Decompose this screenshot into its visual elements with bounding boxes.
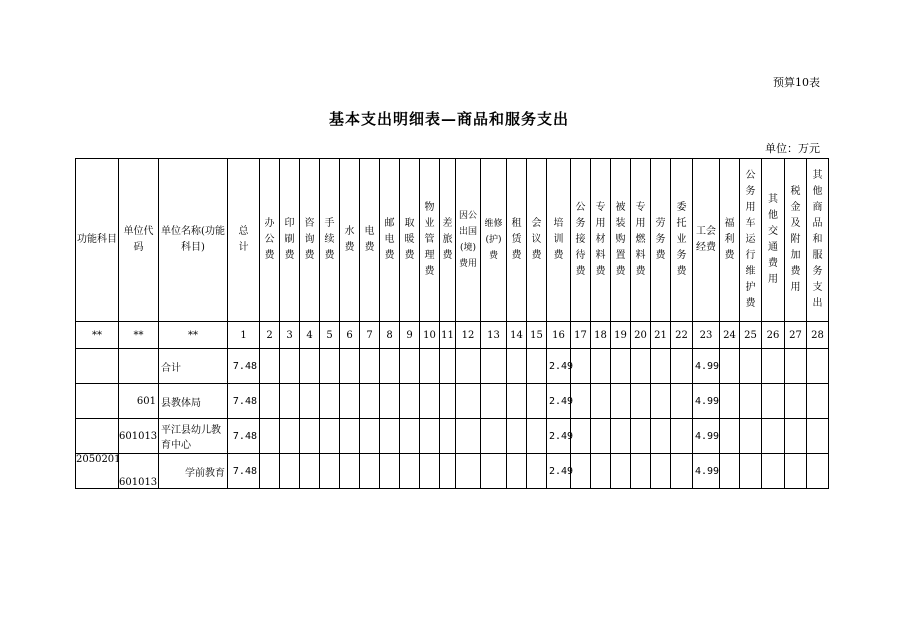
empty-cell	[527, 419, 547, 454]
empty-cell	[611, 419, 631, 454]
column-number: 11	[440, 322, 456, 349]
table-row	[76, 419, 829, 454]
empty-cell	[720, 384, 740, 419]
empty-cell	[527, 384, 547, 419]
column-number: 19	[611, 322, 631, 349]
empty-cell	[440, 384, 456, 419]
header-cell: 邮电费	[380, 159, 400, 322]
empty-cell	[591, 454, 611, 489]
column-number: 17	[571, 322, 591, 349]
empty-cell	[651, 384, 671, 419]
empty-cell	[571, 384, 591, 419]
empty-cell	[440, 454, 456, 489]
empty-cell	[651, 349, 671, 384]
header-cell: 租赁费	[507, 159, 527, 322]
empty-cell	[571, 419, 591, 454]
header-cell: 物业管理费	[420, 159, 440, 322]
unit-code-cell: 601013	[119, 419, 159, 454]
empty-cell	[762, 384, 785, 419]
header-cell: 专用燃料费	[631, 159, 651, 322]
empty-cell	[360, 349, 380, 384]
form-number: 预算10表	[773, 76, 820, 89]
unit-code-cell: 601013	[119, 454, 159, 489]
empty-cell	[740, 454, 762, 489]
empty-cell	[611, 454, 631, 489]
header-cell: 咨询费	[300, 159, 320, 322]
empty-cell	[720, 349, 740, 384]
header-cell: 培训费	[547, 159, 571, 322]
empty-cell	[591, 419, 611, 454]
header-cell: 因公出国(境)费用	[456, 159, 481, 322]
column-number: 12	[456, 322, 481, 349]
column-number: 16	[547, 322, 571, 349]
column-number: 10	[420, 322, 440, 349]
empty-cell	[320, 419, 340, 454]
union-fee-cell: 4.99	[693, 349, 720, 384]
training-fee-cell: 2.49	[547, 384, 571, 419]
empty-cell	[260, 349, 280, 384]
page-title: 基本支出明细表—商品和服务支出	[328, 110, 569, 128]
empty-cell	[320, 454, 340, 489]
empty-cell	[380, 384, 400, 419]
column-number: 4	[300, 322, 320, 349]
column-number: 21	[651, 322, 671, 349]
total-cell: 7.48	[228, 419, 260, 454]
function-code-cell: 2050201	[76, 454, 119, 489]
column-number: 18	[591, 322, 611, 349]
empty-cell	[280, 419, 300, 454]
empty-cell	[340, 349, 360, 384]
empty-cell	[400, 419, 420, 454]
unit-label: 单位：万元	[765, 142, 820, 155]
empty-cell	[571, 454, 591, 489]
column-number: **	[76, 322, 119, 349]
empty-cell	[762, 349, 785, 384]
empty-cell	[360, 384, 380, 419]
column-number-row	[76, 322, 829, 349]
column-number: 28	[807, 322, 829, 349]
empty-cell	[280, 454, 300, 489]
column-number: **	[119, 322, 159, 349]
function-code-cell	[76, 349, 119, 384]
header-cell: 维修(护)费	[481, 159, 507, 322]
column-number: **	[159, 322, 228, 349]
empty-cell	[340, 384, 360, 419]
unit-code-cell	[119, 349, 159, 384]
column-number: 26	[762, 322, 785, 349]
training-fee-cell: 2.49	[547, 349, 571, 384]
empty-cell	[740, 349, 762, 384]
empty-cell	[340, 419, 360, 454]
empty-cell	[785, 454, 807, 489]
header-row	[76, 159, 829, 322]
header-cell: 水费	[340, 159, 360, 322]
column-number: 15	[527, 322, 547, 349]
empty-cell	[807, 349, 829, 384]
header-cell: 印刷费	[280, 159, 300, 322]
column-number: 24	[720, 322, 740, 349]
training-fee-cell: 2.49	[547, 454, 571, 489]
empty-cell	[260, 384, 280, 419]
column-number: 22	[671, 322, 693, 349]
empty-cell	[456, 419, 481, 454]
column-number: 2	[260, 322, 280, 349]
empty-cell	[320, 384, 340, 419]
empty-cell	[481, 454, 507, 489]
empty-cell	[456, 349, 481, 384]
empty-cell	[400, 384, 420, 419]
empty-cell	[400, 349, 420, 384]
empty-cell	[440, 419, 456, 454]
column-number: 1	[228, 322, 260, 349]
header-cell: 劳务费	[651, 159, 671, 322]
column-number: 6	[340, 322, 360, 349]
empty-cell	[320, 349, 340, 384]
column-number: 13	[481, 322, 507, 349]
empty-cell	[671, 454, 693, 489]
column-number: 3	[280, 322, 300, 349]
empty-cell	[481, 384, 507, 419]
header-cell: 税金及附加费用	[785, 159, 807, 322]
empty-cell	[671, 384, 693, 419]
empty-cell	[591, 384, 611, 419]
header-cell: 功能科目	[76, 159, 119, 322]
empty-cell	[740, 419, 762, 454]
header-cell: 公务用车运行维护费	[740, 159, 762, 322]
function-code-cell	[76, 419, 119, 454]
expense-table	[75, 158, 829, 489]
training-fee-cell: 2.49	[547, 419, 571, 454]
empty-cell	[360, 454, 380, 489]
column-number: 25	[740, 322, 762, 349]
header-cell: 取暖费	[400, 159, 420, 322]
empty-cell	[611, 349, 631, 384]
empty-cell	[527, 349, 547, 384]
empty-cell	[507, 454, 527, 489]
header-cell: 其他商品和服务支出	[807, 159, 829, 322]
empty-cell	[300, 384, 320, 419]
header-cell: 单位名称(功能科目)	[159, 159, 228, 322]
empty-cell	[591, 349, 611, 384]
column-number: 5	[320, 322, 340, 349]
empty-cell	[300, 454, 320, 489]
empty-cell	[280, 384, 300, 419]
empty-cell	[740, 384, 762, 419]
empty-cell	[420, 419, 440, 454]
empty-cell	[762, 454, 785, 489]
table-row	[76, 454, 829, 489]
header-cell: 福利费	[720, 159, 740, 322]
empty-cell	[807, 454, 829, 489]
column-number: 7	[360, 322, 380, 349]
empty-cell	[300, 349, 320, 384]
empty-cell	[420, 454, 440, 489]
empty-cell	[785, 419, 807, 454]
column-number: 9	[400, 322, 420, 349]
column-number: 14	[507, 322, 527, 349]
empty-cell	[260, 419, 280, 454]
total-cell: 7.48	[228, 454, 260, 489]
empty-cell	[380, 454, 400, 489]
empty-cell	[360, 419, 380, 454]
header-cell: 专用材料费	[591, 159, 611, 322]
empty-cell	[807, 419, 829, 454]
empty-cell	[260, 454, 280, 489]
table-row	[76, 384, 829, 419]
empty-cell	[400, 454, 420, 489]
empty-cell	[762, 419, 785, 454]
column-number: 20	[631, 322, 651, 349]
header-cell: 公务接待费	[571, 159, 591, 322]
empty-cell	[507, 384, 527, 419]
empty-cell	[420, 349, 440, 384]
header-cell: 总计	[228, 159, 260, 322]
empty-cell	[631, 419, 651, 454]
header-cell: 会议费	[527, 159, 547, 322]
empty-cell	[571, 349, 591, 384]
total-cell: 7.48	[228, 349, 260, 384]
unit-code-cell: 601	[119, 384, 159, 419]
empty-cell	[807, 384, 829, 419]
empty-cell	[671, 349, 693, 384]
unit-name-cell: 县教体局	[159, 384, 228, 419]
header-cell: 单位代码	[119, 159, 159, 322]
empty-cell	[720, 454, 740, 489]
empty-cell	[785, 384, 807, 419]
empty-cell	[671, 419, 693, 454]
empty-cell	[456, 454, 481, 489]
empty-cell	[481, 349, 507, 384]
unit-name-cell: 平江县幼儿教育中心	[159, 419, 228, 454]
column-number: 27	[785, 322, 807, 349]
empty-cell	[440, 349, 456, 384]
table-row	[76, 349, 829, 384]
header-cell: 办公费	[260, 159, 280, 322]
empty-cell	[631, 349, 651, 384]
header-cell: 被装购置费	[611, 159, 631, 322]
union-fee-cell: 4.99	[693, 419, 720, 454]
empty-cell	[380, 419, 400, 454]
header-cell: 手续费	[320, 159, 340, 322]
empty-cell	[380, 349, 400, 384]
empty-cell	[785, 349, 807, 384]
unit-name-cell: 学前教育	[159, 454, 228, 489]
total-cell: 7.48	[228, 384, 260, 419]
empty-cell	[631, 384, 651, 419]
column-number: 8	[380, 322, 400, 349]
column-number: 23	[693, 322, 720, 349]
empty-cell	[481, 419, 507, 454]
empty-cell	[340, 454, 360, 489]
empty-cell	[507, 349, 527, 384]
header-cell: 工会经费	[693, 159, 720, 322]
union-fee-cell: 4.99	[693, 454, 720, 489]
union-fee-cell: 4.99	[693, 384, 720, 419]
empty-cell	[300, 419, 320, 454]
header-cell: 电费	[360, 159, 380, 322]
empty-cell	[280, 349, 300, 384]
empty-cell	[527, 454, 547, 489]
empty-cell	[420, 384, 440, 419]
empty-cell	[651, 454, 671, 489]
empty-cell	[456, 384, 481, 419]
empty-cell	[611, 384, 631, 419]
header-cell: 委托业务费	[671, 159, 693, 322]
function-code-cell	[76, 384, 119, 419]
empty-cell	[651, 419, 671, 454]
header-cell: 其他交通费用	[762, 159, 785, 322]
unit-name-cell: 合计	[159, 349, 228, 384]
header-cell: 差旅费	[440, 159, 456, 322]
empty-cell	[507, 419, 527, 454]
empty-cell	[720, 419, 740, 454]
empty-cell	[631, 454, 651, 489]
